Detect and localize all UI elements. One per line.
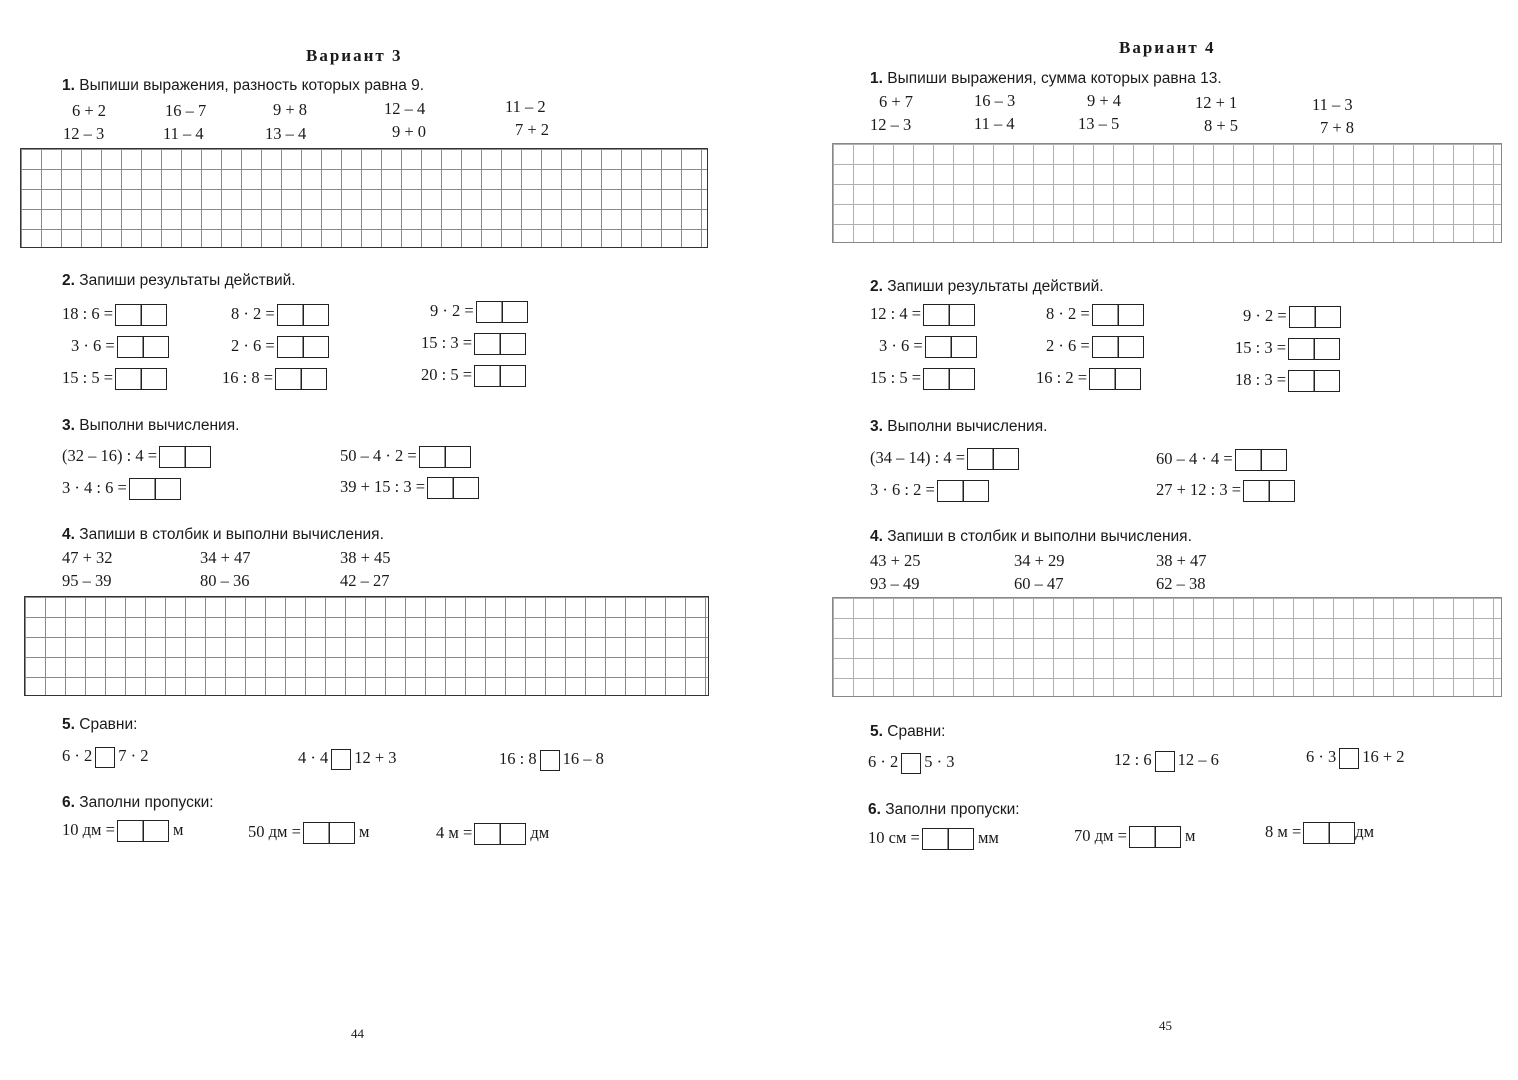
- expression: 11 – 4: [163, 124, 204, 143]
- fill-item: 70 дм = м: [1074, 826, 1195, 848]
- result-item: 8 · 2 =: [231, 304, 329, 326]
- expression: 9 + 4: [1087, 91, 1122, 110]
- answer-box[interactable]: [476, 301, 528, 323]
- answer-box[interactable]: [1288, 338, 1340, 360]
- compare-item: 12 : 6 12 – 6: [1114, 750, 1219, 772]
- answer-box[interactable]: [967, 448, 1019, 470]
- expression: 43 + 25: [870, 551, 921, 570]
- result-item: 3 · 6 =: [71, 336, 169, 358]
- answer-box[interactable]: [474, 823, 526, 845]
- answer-box[interactable]: [159, 446, 211, 468]
- answer-box[interactable]: [1288, 370, 1340, 392]
- expression: 11 – 3: [1312, 95, 1353, 114]
- expression: 12 – 3: [63, 124, 105, 143]
- expression: 7 + 8: [1320, 118, 1355, 137]
- compare-box[interactable]: [901, 753, 921, 774]
- answer-box[interactable]: [275, 368, 327, 390]
- expression: 42 – 27: [340, 571, 390, 590]
- task-1-heading: 1. Выпиши выражения, разность которых равна 9.: [62, 77, 425, 94]
- result-item: 12 : 4 =: [870, 304, 975, 326]
- expression: 60 – 47: [1014, 574, 1064, 593]
- expression: 8 + 5: [1204, 116, 1239, 135]
- answer-box[interactable]: [1129, 826, 1181, 848]
- answer-box[interactable]: [1303, 822, 1355, 844]
- fill-item: 4 м = дм: [436, 823, 549, 845]
- expression: 80 – 36: [200, 571, 250, 590]
- task-1-heading: 1. Выпиши выражения, сумма которых равна 13.: [870, 70, 1222, 87]
- task-2-heading: 2. Запиши результаты действий.: [62, 272, 296, 289]
- page-right: [790, 0, 1518, 1080]
- result-item: 9 · 2 =: [430, 301, 528, 323]
- expression: 7 + 2: [515, 120, 550, 139]
- answer-box[interactable]: [129, 478, 181, 500]
- expression: 47 + 32: [62, 548, 113, 567]
- result-item: 18 : 3 =: [1235, 370, 1340, 392]
- answer-box[interactable]: [117, 820, 169, 842]
- expression: 16 – 7: [165, 101, 207, 120]
- calc-item: 50 – 4 · 2 =: [340, 446, 471, 468]
- compare-item: 6 · 3 16 + 2: [1306, 747, 1405, 769]
- expression: 34 + 29: [1014, 551, 1065, 570]
- compare-item: 6 · 2 5 · 3: [868, 752, 955, 774]
- result-item: 16 : 2 =: [1036, 368, 1141, 390]
- page-number: 44: [351, 1026, 364, 1041]
- answer-box[interactable]: [1289, 306, 1341, 328]
- answer-box[interactable]: [117, 336, 169, 358]
- compare-box[interactable]: [1339, 748, 1359, 769]
- calc-item: (32 – 16) : 4 =: [62, 446, 211, 468]
- compare-box[interactable]: [1155, 751, 1175, 772]
- calc-item: 27 + 12 : 3 =: [1156, 480, 1295, 502]
- task-3-heading: 3. Выполни вычисления.: [870, 418, 1048, 435]
- answer-box[interactable]: [923, 304, 975, 326]
- expression: 6 + 7: [879, 92, 914, 111]
- result-item: 15 : 3 =: [1235, 338, 1340, 360]
- result-item: 15 : 5 =: [62, 368, 167, 390]
- expression: 6 + 2: [72, 101, 107, 120]
- expression: 11 – 2: [505, 97, 546, 116]
- expression: 9 + 0: [392, 122, 427, 141]
- task-5-heading: 5. Сравни:: [870, 723, 946, 740]
- calc-item: 39 + 15 : 3 =: [340, 477, 479, 499]
- expression: 11 – 4: [974, 114, 1015, 133]
- answer-box[interactable]: [1092, 336, 1144, 358]
- calc-item: 3 · 6 : 2 =: [870, 480, 989, 502]
- answer-box[interactable]: [937, 480, 989, 502]
- expression: 13 – 5: [1078, 114, 1120, 133]
- task-6-heading: 6. Заполни пропуски:: [868, 801, 1020, 818]
- compare-item: 6 · 2 7 · 2: [62, 746, 149, 768]
- answer-box[interactable]: [303, 822, 355, 844]
- fill-item: 8 м = дм: [1265, 822, 1374, 844]
- answer-box[interactable]: [922, 828, 974, 850]
- answer-box[interactable]: [1089, 368, 1141, 390]
- task-4-heading: 4. Запиши в столбик и выполни вычисления.: [870, 528, 1192, 545]
- expression: 13 – 4: [265, 124, 307, 143]
- compare-box[interactable]: [95, 747, 115, 768]
- answer-box[interactable]: [277, 304, 329, 326]
- expression: 16 – 3: [974, 91, 1016, 110]
- result-item: 15 : 3 =: [421, 333, 526, 355]
- result-item: 3 · 6 =: [879, 336, 977, 358]
- expression: 93 – 49: [870, 574, 920, 593]
- task-4-heading: 4. Запиши в столбик и выполни вычисления.: [62, 526, 384, 543]
- expression: 12 – 3: [870, 115, 912, 134]
- variant-title: Вариант 3: [306, 46, 403, 65]
- calc-item: 60 – 4 · 4 =: [1156, 449, 1287, 471]
- expression: 95 – 39: [62, 571, 112, 590]
- compare-item: 16 : 8 16 – 8: [499, 749, 604, 771]
- answer-box[interactable]: [427, 477, 479, 499]
- answer-grid[interactable]: [20, 148, 708, 248]
- expression: 38 + 45: [340, 548, 391, 567]
- result-item: 16 : 8 =: [222, 368, 327, 390]
- result-item: 18 : 6 =: [62, 304, 167, 326]
- answer-grid[interactable]: [832, 597, 1502, 697]
- result-item: 15 : 5 =: [870, 368, 975, 390]
- fill-item: 10 дм = м: [62, 820, 183, 842]
- answer-box[interactable]: [1235, 449, 1287, 471]
- result-item: 8 · 2 =: [1046, 304, 1144, 326]
- expression: 38 + 47: [1156, 551, 1207, 570]
- calc-item: 3 · 4 : 6 =: [62, 478, 181, 500]
- answer-box[interactable]: [419, 446, 471, 468]
- result-item: 9 · 2 =: [1243, 306, 1341, 328]
- compare-box[interactable]: [540, 750, 560, 771]
- answer-box[interactable]: [474, 365, 526, 387]
- expression: 12 + 1: [1195, 93, 1238, 112]
- task-3-heading: 3. Выполни вычисления.: [62, 417, 240, 434]
- answer-box[interactable]: [923, 368, 975, 390]
- result-item: 2 · 6 =: [231, 336, 329, 358]
- task-2-heading: 2. Запиши результаты действий.: [870, 278, 1104, 295]
- answer-box[interactable]: [115, 304, 167, 326]
- answer-box[interactable]: [277, 336, 329, 358]
- compare-item: 4 · 4 12 + 3: [298, 748, 397, 770]
- compare-box[interactable]: [331, 749, 351, 770]
- page-number: 45: [1159, 1018, 1172, 1033]
- task-6-heading: 6. Заполни пропуски:: [62, 794, 214, 811]
- expression: 34 + 47: [200, 548, 251, 567]
- page-left: [0, 0, 740, 1080]
- fill-item: 50 дм = м: [248, 822, 369, 844]
- answer-box[interactable]: [474, 333, 526, 355]
- task-5-heading: 5. Сравни:: [62, 716, 138, 733]
- result-item: 2 · 6 =: [1046, 336, 1144, 358]
- expression: 9 + 8: [273, 100, 308, 119]
- result-item: 20 : 5 =: [421, 365, 526, 387]
- expression: 12 – 4: [384, 99, 426, 118]
- answer-grid[interactable]: [24, 596, 709, 696]
- answer-grid[interactable]: [832, 143, 1502, 243]
- expression: 62 – 38: [1156, 574, 1206, 593]
- fill-item: 10 см = мм: [868, 828, 999, 850]
- variant-title: Вариант 4: [1119, 38, 1216, 57]
- answer-box[interactable]: [1243, 480, 1295, 502]
- calc-item: (34 – 14) : 4 =: [870, 448, 1019, 470]
- answer-box[interactable]: [1092, 304, 1144, 326]
- answer-box[interactable]: [925, 336, 977, 358]
- answer-box[interactable]: [115, 368, 167, 390]
